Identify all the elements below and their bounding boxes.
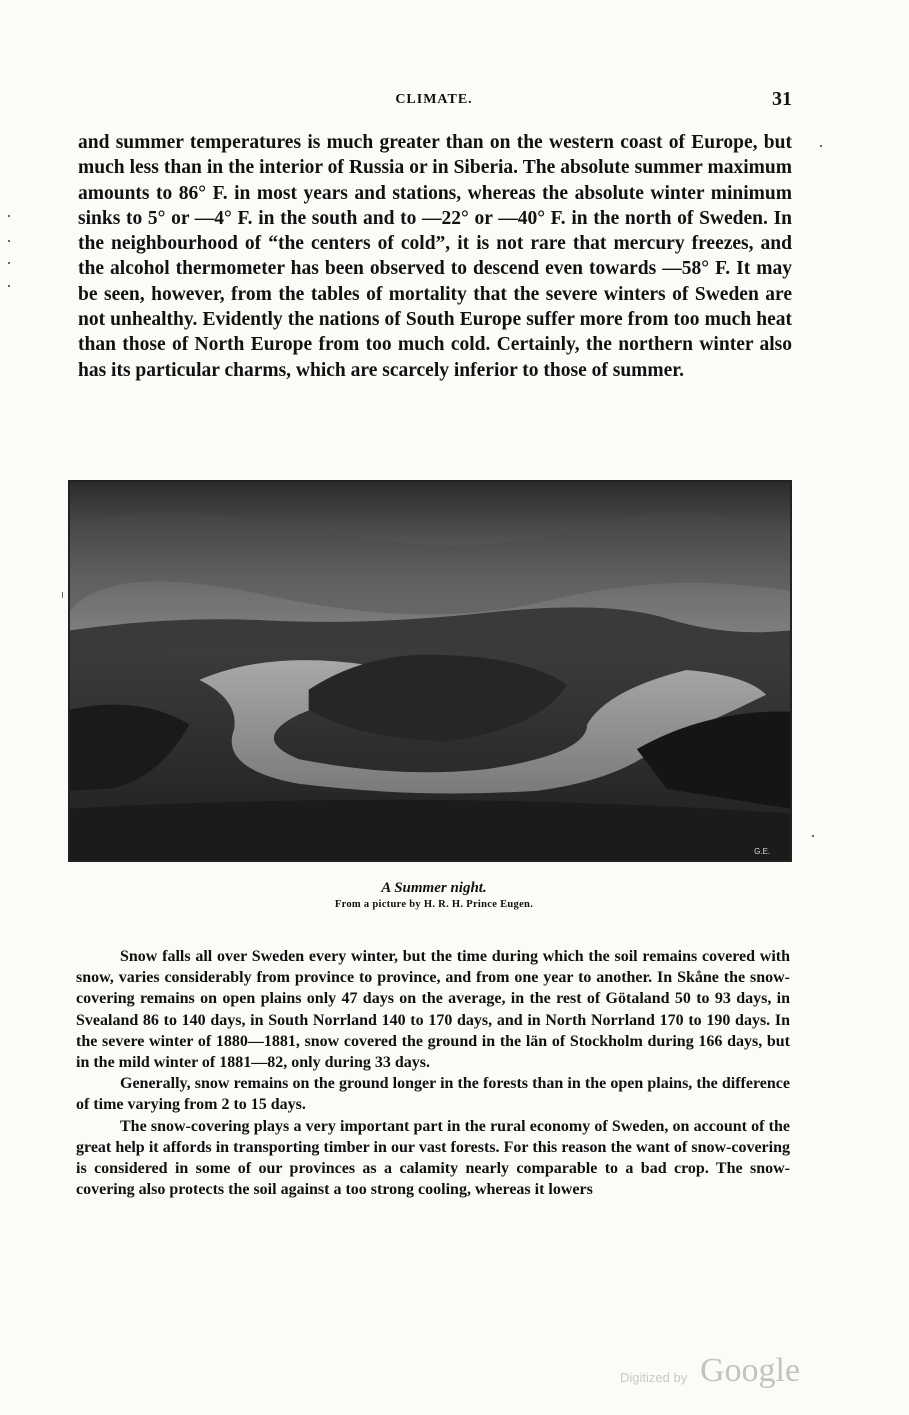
watermark-brand: Google — [700, 1352, 801, 1389]
paragraph-body: falls all over Sweden every winter, but the time during which the soil remains covered with snow, varies considerably from province to province, and from one year to another. In Skåne the snow-covering remains on open plains only 47 days on the average, in the rest of Götaland 50 to 93 days, in Svealand 86 to 140 days, in South Norrland 140 to 170 days, and in North Norrland 170 to 190 days. In the severe winter of 1880—1881, snow covered the ground in the län of Stockholm during 166 days, but in the mild winter of 1881—82, only during 33 days. — [76, 948, 790, 1072]
body-text — [76, 946, 790, 1200]
paragraph-forests: Generally, snow remains on the ground longer in the forests than in the open plains, the difference of time varying from 2 to 15 days. — [76, 1075, 790, 1114]
caption-title: A Summer night. — [381, 880, 487, 896]
digitized-watermark — [620, 1352, 820, 1392]
svg-text:G.E.: G.E. — [754, 847, 771, 857]
watermark-prefix: Digitized by — [620, 1370, 688, 1385]
landscape-photo — [68, 480, 792, 862]
running-head — [76, 88, 792, 114]
top-paragraph: and summer temperatures is much greater than on the western coast of Europe, but much less than in the interior of Russia or in Siberia. The absolute summer maximum amounts to 86° F. in most years and stations, whereas the absolute winter minimum sinks to 5° or —4° F. in the south and to —22° or —40° F. in the north of Sweden. In the neighbourhood of “the centers of cold”, it is not rare that mercury freezes, and the alcohol thermometer has been observed to descend even towards —58° F. It may be seen, however, from the tables of mortality that the severe winters of Sweden are not unhealthy. Evidently the nations of South Europe suffer more from too much heat than those of North Europe from too much cold. Certainly, the northern winter also has its particular charms, which are scarcely inferior to those of summer. — [78, 132, 792, 381]
paragraph-snow — [76, 946, 790, 1073]
running-title: CLIMATE. — [395, 92, 473, 107]
paragraph-economy: The snow-covering plays a very important part in the rural economy of Sweden, on account of the great help it affords in transporting timber in our vast forests. For this reason the want of snow-covering is considered in some of our provinces as a calamity nearly comparable to a bad crop. The snow-covering also protects the soil against a too strong cooling, whereas it lowers — [76, 1117, 790, 1199]
caption-credit: From a picture by H. R. H. Prince Eugen. — [334, 899, 534, 910]
page-number: 31 — [772, 88, 792, 110]
figure-caption — [76, 878, 792, 912]
photo-illustration — [70, 482, 790, 860]
paragraph-lead: Snow — [120, 948, 158, 965]
